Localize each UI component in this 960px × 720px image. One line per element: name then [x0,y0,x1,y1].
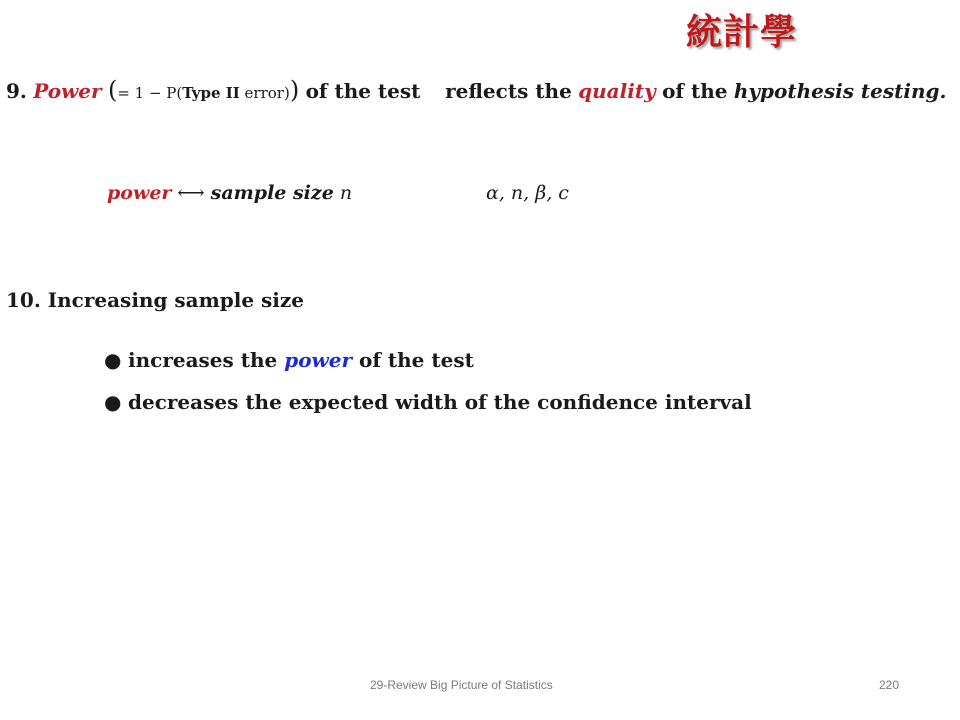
hypothesis-testing: hypothesis testing. [733,79,947,103]
item-10-heading: 10. Increasing sample size [6,288,304,312]
bullet-item [104,390,752,414]
slide-title: 統計學 [686,12,798,53]
bullet-text-after: of the test [352,348,474,372]
item-9 [6,76,946,104]
bullet-text-before: increases the [128,348,285,372]
item-9-power: Power [33,79,102,103]
quality-word: quality [578,79,656,103]
relation-sample-size: sample size [210,182,334,204]
formula-prefix: = 1 − P( [117,84,183,102]
reflects-the: reflects the [445,79,572,103]
footer-caption: 29-Review Big Picture of Statistics [370,678,553,692]
double-arrow-icon: ⟷ [177,182,205,204]
bullet-item [104,348,474,372]
bullet-dot-icon: ● [104,348,122,372]
power-relation [107,182,352,204]
of-the-test: of the test [305,79,421,103]
paren-open: ( [107,76,118,104]
parameter-list: α, n, β, c [486,182,569,204]
bullet-dot-icon: ● [104,390,122,414]
formula-bold: Type II [182,84,240,102]
bullet-highlight: power [284,348,353,372]
bullet-text-before: decreases the expected width of the confidence interval [128,390,752,414]
paren-close: ) [289,76,300,104]
formula-suffix: error) [239,84,290,102]
relation-n: n [339,182,353,204]
relation-power: power [107,182,172,204]
of-the: of the [662,79,728,103]
page-number: 220 [879,678,900,692]
item-9-number: 9. [6,79,27,103]
